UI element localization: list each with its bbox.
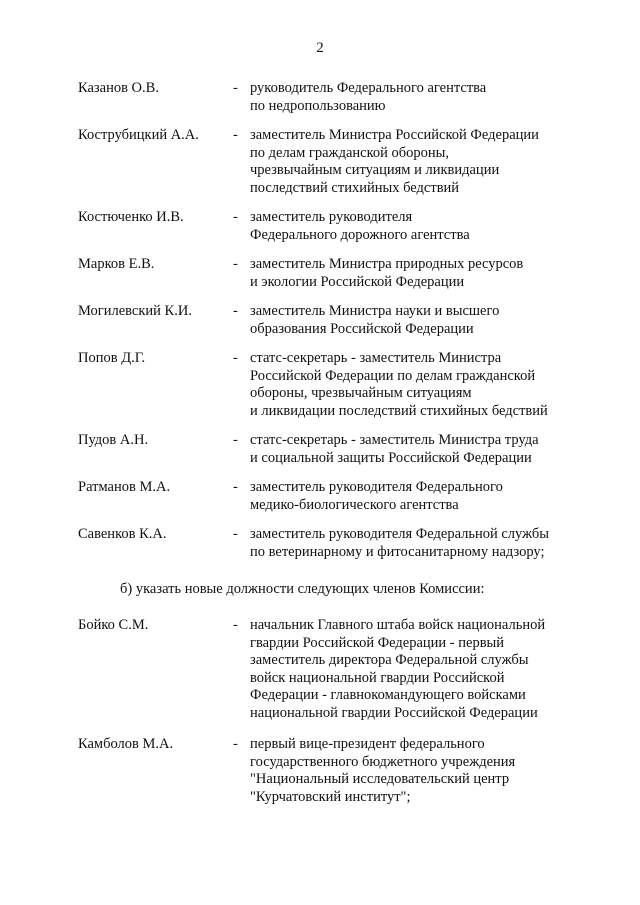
position-line: статс-секретарь - заместитель Министра (250, 350, 502, 366)
member-name: Могилевский К.И. (78, 303, 192, 319)
position-line: по делам гражданской обороны, (250, 144, 450, 161)
position-line: по ветеринарному и фитосанитарному надзору; (250, 543, 545, 560)
member-position (250, 479, 578, 514)
dash-separator: - (233, 350, 238, 366)
member-position (250, 256, 578, 291)
position-line: заместитель руководителя Федерального (250, 479, 503, 495)
member-position (250, 209, 578, 244)
member-entry (78, 209, 578, 244)
position-line: руководитель Федерального агентства (250, 80, 487, 96)
position-line: заместитель руководителя Федеральной службы (250, 526, 550, 542)
position-line: последствий стихийных бедствий (250, 179, 460, 196)
position-line: гвардии Российской Федерации - первый (250, 634, 505, 651)
position-line: Федерации - главнокомандующего войсками (250, 687, 526, 703)
position-line: Российской Федерации по делам гражданской (250, 367, 536, 384)
position-line: и социальной защиты Российской Федерации (250, 449, 532, 466)
member-name: Костюченко И.В. (78, 209, 184, 225)
dash-separator: - (233, 526, 238, 542)
member-entry (78, 350, 578, 420)
member-name: Пудов А.Н. (78, 432, 149, 448)
position-line: "Курчатовский институт"; (250, 788, 411, 805)
dash-separator: - (233, 209, 238, 225)
dash-separator: - (233, 80, 238, 96)
member-name: Бойко С.М. (78, 617, 149, 633)
member-entry (78, 617, 578, 722)
member-entry (78, 127, 578, 197)
position-line: национальной гвардии Российской Федерации (250, 704, 538, 721)
position-line: статс-секретарь - заместитель Министра труда (250, 432, 539, 448)
member-position (250, 526, 578, 561)
position-line: заместитель директора Федеральной службы (250, 652, 529, 668)
member-position (250, 432, 578, 467)
member-position (250, 303, 578, 338)
member-entry (78, 432, 578, 467)
position-line: государственного бюджетного учреждения (250, 753, 516, 770)
member-position (250, 80, 578, 115)
member-entry (78, 303, 578, 338)
position-line: войск национальной гвардии Российской (250, 669, 505, 686)
position-line: чрезвычайным ситуациям и ликвидации (250, 162, 500, 178)
member-position (250, 617, 578, 722)
member-name: Казанов О.В. (78, 80, 159, 96)
member-name: Попов Д.Г. (78, 350, 146, 366)
member-entry (78, 80, 578, 115)
member-name: Савенков К.А. (78, 526, 167, 542)
dash-separator: - (233, 479, 238, 495)
dash-separator: - (233, 736, 238, 752)
position-line: медико-биологического агентства (250, 496, 459, 513)
dash-separator: - (233, 303, 238, 319)
dash-separator: - (233, 432, 238, 448)
position-line: Федерального дорожного агентства (250, 226, 470, 243)
position-line: начальник Главного штаба войск национальной (250, 617, 546, 633)
section-b-heading: б) указать новые должности следующих членов Комиссии: (120, 581, 485, 597)
member-name: Ратманов М.А. (78, 479, 171, 495)
member-name: Кострубицкий А.А. (78, 127, 199, 143)
member-position (250, 736, 578, 806)
member-entry (78, 256, 578, 291)
member-name: Марков Е.В. (78, 256, 155, 272)
member-position (250, 127, 578, 197)
member-entry (78, 526, 578, 561)
member-name: Камболов М.А. (78, 736, 174, 752)
position-line: заместитель руководителя (250, 209, 413, 225)
page-number: 2 (316, 40, 324, 56)
position-line: заместитель Министра науки и высшего (250, 303, 500, 319)
position-line: первый вице-президент федерального (250, 736, 485, 752)
position-line: заместитель Министра природных ресурсов (250, 256, 524, 272)
position-line: и ликвидации последствий стихийных бедствий (250, 402, 548, 419)
dash-separator: - (233, 256, 238, 272)
dash-separator: - (233, 127, 238, 143)
position-line: по недропользованию (250, 97, 386, 114)
position-line: обороны, чрезвычайным ситуациям (250, 385, 472, 401)
position-line: и экологии Российской Федерации (250, 273, 465, 290)
member-entry (78, 479, 578, 514)
member-position (250, 350, 578, 420)
member-entry (78, 736, 578, 806)
position-line: образования Российской Федерации (250, 320, 474, 337)
position-line: "Национальный исследовательский центр (250, 771, 510, 787)
position-line: заместитель Министра Российской Федерации (250, 127, 539, 143)
dash-separator: - (233, 617, 238, 633)
